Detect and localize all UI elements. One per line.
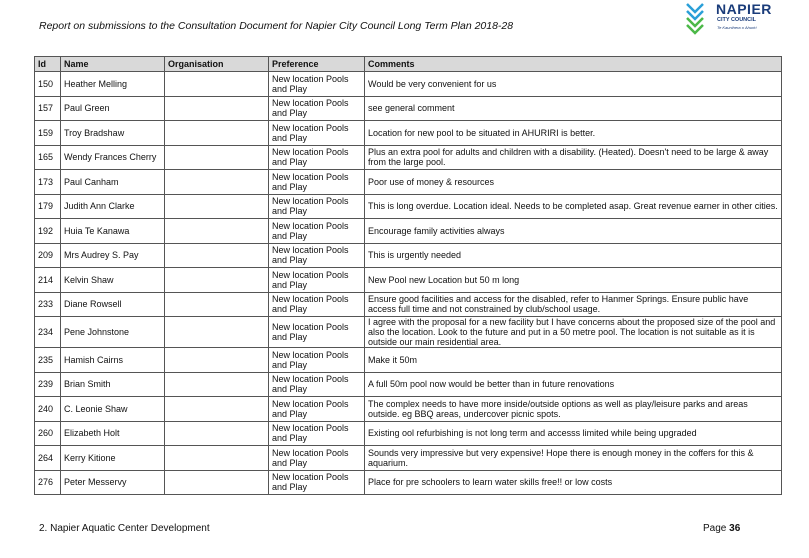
logo-subtitle: CITY COUNCIL — [717, 17, 757, 23]
cell-organisation — [165, 446, 269, 471]
table-row — [35, 317, 782, 348]
column-header-organisation: Organisation — [165, 57, 269, 72]
cell-organisation — [165, 317, 269, 348]
footer-page-number — [703, 523, 740, 534]
table-row — [35, 72, 782, 97]
cell-comments: Make it 50m — [365, 348, 782, 373]
cell-comments: Place for pre schoolers to learn water skills free!! or low costs — [365, 470, 782, 495]
cell-preference: New location Pools and Play — [269, 317, 365, 348]
cell-comments: Sounds very impressive but very expensive! Hope there is enough money in the coffers for this & aquarium. — [365, 446, 782, 471]
cell-name: Kelvin Shaw — [61, 268, 165, 293]
cell-name: Brian Smith — [61, 372, 165, 397]
cell-name: Paul Green — [61, 96, 165, 121]
cell-organisation — [165, 470, 269, 495]
page-number: 36 — [729, 523, 741, 534]
submissions-table — [34, 56, 782, 495]
cell-preference: New location Pools and Play — [269, 170, 365, 195]
cell-id: 192 — [35, 219, 61, 244]
cell-preference: New location Pools and Play — [269, 121, 365, 146]
cell-organisation — [165, 372, 269, 397]
column-header-name: Name — [61, 57, 165, 72]
cell-preference: New location Pools and Play — [269, 372, 365, 397]
cell-comments: see general comment — [365, 96, 782, 121]
cell-comments: I agree with the proposal for a new facility but I have concerns about the proposed size of the pool and also the location. Look to the future and put in a 50 metre pool. The location is not suitable as it is outside our main residential area. — [365, 317, 782, 348]
cell-organisation — [165, 268, 269, 293]
cell-preference: New location Pools and Play — [269, 348, 365, 373]
cell-comments: Plus an extra pool for adults and children with a disability. (Heated). Doesn't need to be large & away from the large pool. — [365, 145, 782, 170]
cell-id: 165 — [35, 145, 61, 170]
cell-organisation — [165, 243, 269, 268]
table-row — [35, 470, 782, 495]
cell-organisation — [165, 348, 269, 373]
table-row — [35, 121, 782, 146]
table-header-row — [35, 57, 782, 72]
cell-id: 235 — [35, 348, 61, 373]
cell-comments: Ensure good facilities and access for the disabled, refer to Hanmer Springs. Ensure public have access full time and not constrained by club/school usage. — [365, 292, 782, 317]
cell-name: Kerry Kitione — [61, 446, 165, 471]
cell-preference: New location Pools and Play — [269, 470, 365, 495]
table-row — [35, 194, 782, 219]
cell-comments: New Pool new Location but 50 m long — [365, 268, 782, 293]
cell-comments: A full 50m pool now would be better than in future renovations — [365, 372, 782, 397]
cell-organisation — [165, 145, 269, 170]
cell-preference: New location Pools and Play — [269, 96, 365, 121]
table-row — [35, 96, 782, 121]
page-label: Page — [703, 523, 727, 534]
cell-id: 159 — [35, 121, 61, 146]
cell-preference: New location Pools and Play — [269, 219, 365, 244]
report-title: Report on submissions to the Consultation Document for Napier City Council Long Term Plan 2018-28 — [39, 20, 514, 32]
table-row — [35, 243, 782, 268]
cell-id: 150 — [35, 72, 61, 97]
cell-id: 173 — [35, 170, 61, 195]
cell-comments: Would be very convenient for us — [365, 72, 782, 97]
column-header-comments: Comments — [365, 57, 782, 72]
cell-organisation — [165, 421, 269, 446]
table-row — [35, 397, 782, 422]
table-row — [35, 421, 782, 446]
cell-name: Huia Te Kanawa — [61, 219, 165, 244]
cell-name: Hamish Cairns — [61, 348, 165, 373]
column-header-id: Id — [35, 57, 61, 72]
cell-id: 260 — [35, 421, 61, 446]
cell-organisation — [165, 121, 269, 146]
cell-organisation — [165, 170, 269, 195]
cell-comments: This is urgently needed — [365, 243, 782, 268]
cell-id: 264 — [35, 446, 61, 471]
cell-organisation — [165, 292, 269, 317]
cell-organisation — [165, 96, 269, 121]
cell-name: Heather Melling — [61, 72, 165, 97]
cell-comments: Poor use of money & resources — [365, 170, 782, 195]
cell-id: 157 — [35, 96, 61, 121]
cell-preference: New location Pools and Play — [269, 72, 365, 97]
table-row — [35, 268, 782, 293]
cell-preference: New location Pools and Play — [269, 397, 365, 422]
table-row — [35, 145, 782, 170]
table-row — [35, 446, 782, 471]
cell-preference: New location Pools and Play — [269, 292, 365, 317]
cell-preference: New location Pools and Play — [269, 421, 365, 446]
cell-preference: New location Pools and Play — [269, 268, 365, 293]
cell-organisation — [165, 72, 269, 97]
cell-comments: The complex needs to have more inside/outside options as well as play/leisure parks and areas outside. eg BBQ areas, undercover picnic spots. — [365, 397, 782, 422]
cell-preference: New location Pools and Play — [269, 194, 365, 219]
cell-id: 214 — [35, 268, 61, 293]
logo-tagline: Te Kaunihera o Ahuriri — [717, 25, 757, 30]
cell-organisation — [165, 219, 269, 244]
table-row — [35, 348, 782, 373]
column-header-preference: Preference — [269, 57, 365, 72]
cell-id: 239 — [35, 372, 61, 397]
cell-id: 234 — [35, 317, 61, 348]
cell-organisation — [165, 397, 269, 422]
cell-comments: This is long overdue. Location ideal. Needs to be completed asap. Great revenue earner in other cities. — [365, 194, 782, 219]
cell-id: 179 — [35, 194, 61, 219]
cell-name: Pene Johnstone — [61, 317, 165, 348]
cell-name: Paul Canham — [61, 170, 165, 195]
cell-name: Wendy Frances Cherry — [61, 145, 165, 170]
cell-preference: New location Pools and Play — [269, 145, 365, 170]
logo-wordmark: NAPIER — [716, 1, 772, 17]
cell-id: 240 — [35, 397, 61, 422]
cell-name: Diane Rowsell — [61, 292, 165, 317]
cell-comments: Existing ool refurbishing is not long term and accesss limited while being upgraded — [365, 421, 782, 446]
cell-name: Judith Ann Clarke — [61, 194, 165, 219]
table-row — [35, 219, 782, 244]
cell-preference: New location Pools and Play — [269, 446, 365, 471]
cell-comments: Encourage family activities always — [365, 219, 782, 244]
table-row — [35, 372, 782, 397]
table-row — [35, 170, 782, 195]
footer-section-title: 2. Napier Aquatic Center Development — [39, 523, 210, 534]
cell-preference: New location Pools and Play — [269, 243, 365, 268]
cell-name: Peter Messervy — [61, 470, 165, 495]
cell-name: C. Leonie Shaw — [61, 397, 165, 422]
table-row — [35, 292, 782, 317]
cell-id: 209 — [35, 243, 61, 268]
cell-id: 233 — [35, 292, 61, 317]
cell-name: Troy Bradshaw — [61, 121, 165, 146]
cell-name: Elizabeth Holt — [61, 421, 165, 446]
cell-id: 276 — [35, 470, 61, 495]
cell-name: Mrs Audrey S. Pay — [61, 243, 165, 268]
table-body — [35, 72, 782, 495]
cell-organisation — [165, 194, 269, 219]
cell-comments: Location for new pool to be situated in AHURIRI is better. — [365, 121, 782, 146]
